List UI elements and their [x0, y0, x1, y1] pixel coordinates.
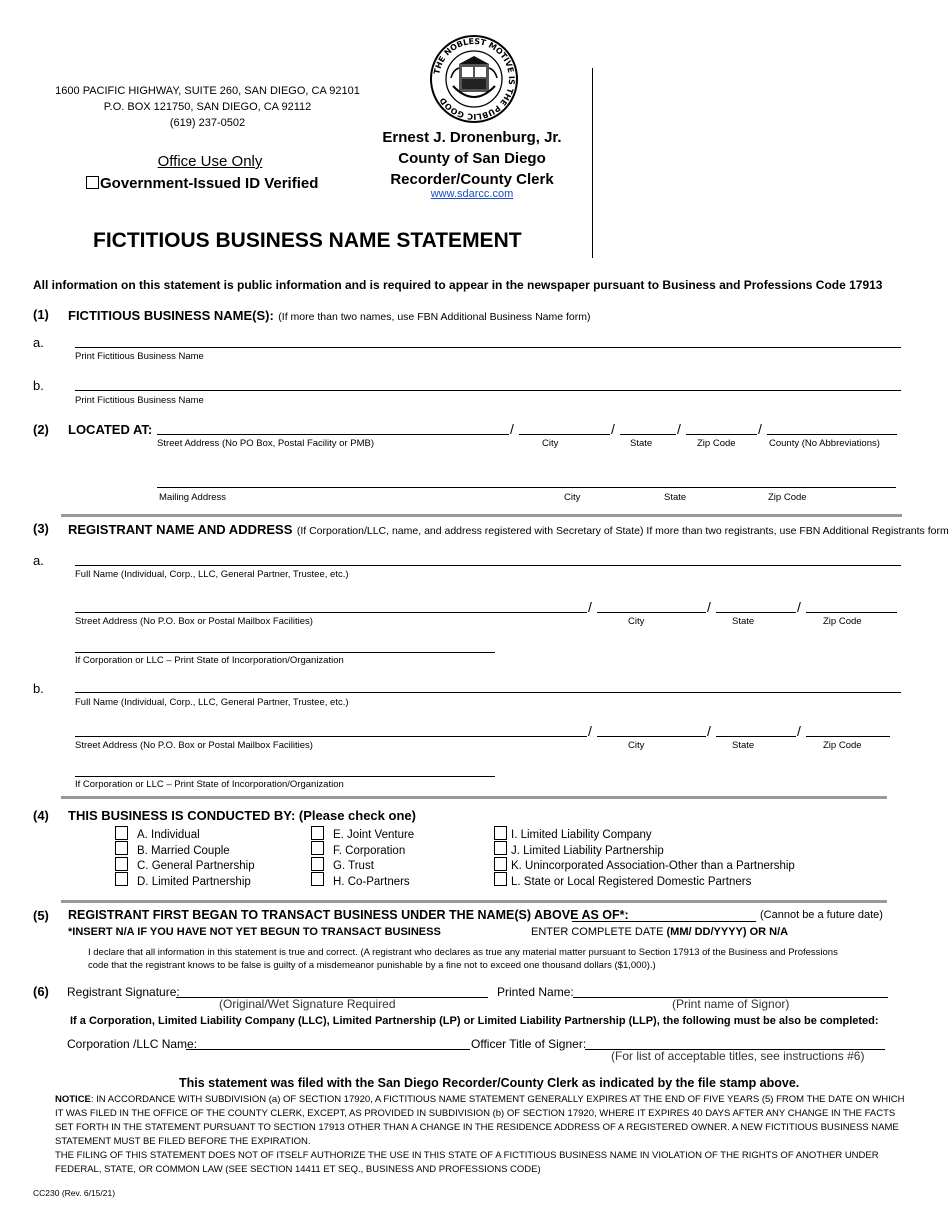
unincorporated-association-checkbox[interactable] — [494, 857, 507, 871]
business-name-b-caption: Print Fictitious Business Name — [75, 395, 204, 406]
located-zip-field[interactable] — [686, 434, 757, 435]
slash-separator: / — [588, 599, 592, 615]
registrant-a-state-caption: State — [732, 616, 755, 627]
limited-partnership-label: D. Limited Partnership — [137, 876, 251, 888]
registrant-b-corp-caption: If Corporation or LLC – Print State of Incorporation/Organization — [75, 779, 344, 790]
registrant-a-street-caption: Street Address (No P.O. Box or Postal Mailbox Facilities) — [75, 616, 313, 627]
section-1-item-b: b. — [33, 378, 44, 393]
clerk-name: Ernest J. Dronenburg, Jr. — [382, 129, 562, 146]
section-2-number: (2) — [33, 422, 49, 437]
section-divider — [61, 514, 902, 517]
co-partners-label: H. Co-Partners — [333, 876, 410, 888]
limited-partnership-checkbox[interactable] — [115, 872, 128, 886]
section-3-label: REGISTRANT NAME AND ADDRESS — [68, 522, 293, 537]
located-city-caption: City — [542, 438, 559, 449]
officer-title-label: Officer Title of Signer: — [471, 1037, 587, 1051]
slash-separator: / — [677, 421, 681, 437]
located-street-caption: Street Address (No PO Box, Postal Facility or PMB) — [157, 438, 374, 449]
date-format-note — [531, 926, 788, 938]
section-4-number: (4) — [33, 808, 49, 823]
registrant-b-name-caption: Full Name (Individual, Corp., LLC, General Partner, Trustee, etc.) — [75, 697, 349, 708]
filed-statement: This statement was filed with the San Diego Recorder/County Clerk as indicated by the file stamp above. — [179, 1076, 800, 1090]
section-6-number: (6) — [33, 984, 49, 999]
public-notice: All information on this statement is public information and is required to appear in the newspaper pursuant to Business and Professions Code 17913 — [33, 278, 883, 292]
located-state-field[interactable] — [620, 434, 676, 435]
registrant-a-name-caption: Full Name (Individual, Corp., LLC, General Partner, Trustee, etc.) — [75, 569, 349, 580]
registrant-b-name-field[interactable] — [75, 692, 901, 693]
mailing-zip-caption: Zip Code — [768, 492, 807, 503]
printed-name-note: (Print name of Signor) — [672, 997, 790, 1011]
section-5-label: REGISTRANT FIRST BEGAN TO TRANSACT BUSINESS UNDER THE NAME(S) ABOVE AS OF*: — [68, 908, 629, 922]
county-name: County of San Diego — [398, 150, 546, 167]
section-1-label: FICTITIOUS BUSINESS NAME(S): — [68, 308, 274, 323]
office-use-only: Office Use Only — [157, 153, 263, 170]
registrant-a-city-caption: City — [628, 616, 645, 627]
slash-separator: / — [707, 599, 711, 615]
llc-checkbox[interactable] — [494, 826, 507, 840]
llp-label: J. Limited Liability Partnership — [511, 845, 664, 857]
registrant-a-name-field[interactable] — [75, 565, 901, 566]
future-date-note: (Cannot be a future date) — [760, 909, 883, 921]
section-divider — [61, 796, 887, 799]
slash-separator: / — [510, 421, 514, 437]
section-4-label: THIS BUSINESS IS CONDUCTED BY: (Please check one) — [68, 808, 416, 823]
id-verified-label: Government-Issued ID Verified — [100, 175, 319, 192]
general-partnership-label: C. General Partnership — [137, 860, 255, 872]
printed-name-label: Printed Name: — [497, 985, 574, 999]
registrant-b-state-caption: State — [732, 740, 755, 751]
section-3-number: (3) — [33, 521, 49, 536]
address-line-2: P.O. BOX 121750, SAN DIEGO, CA 92112 — [103, 101, 312, 113]
located-street-field[interactable] — [157, 434, 509, 435]
slash-separator: / — [797, 723, 801, 739]
insert-na-note: *INSERT N/A IF YOU HAVE NOT YET BEGUN TO TRANSACT BUSINESS — [68, 926, 441, 938]
notice-text: : IN ACCORDANCE WITH SUBDIVISION (a) OF SECTION 17920, A FICTITIOUS NAME STATEMENT GENERALLY EXPIRES AT THE END OF FIVE YEARS (5) FROM THE DATE ON WHICH IT WAS FILED IN THE OFFICE OF THE COUNTY CLERK, EXCEPT, AS PROVIDED IN SUBDIVISION (b) OF SECTION 17920, WHERE IT EXPIRES 40 DAYS AFTER ANY CHANGE IN THE FACTS SET FORTH IN THE STATEMENT PURSUANT TO SECTION 17913 OTHER THAN A CHANGE IN THE RESIDENCE ADDRESS OF A REGISTERED OWNER. A NEW FICTITIOUS BUSINESS NAME STATEMENT MUST BE FILED BEFORE THE EXPIRATION. — [55, 1094, 905, 1147]
registrant-a-corp-caption: If Corporation or LLC – Print State of Incorporation/Organization — [75, 655, 344, 666]
registrant-b-zip-field[interactable] — [806, 736, 890, 737]
date-format-label: (MM/ DD/YYYY) OR N/A — [666, 926, 789, 938]
county-seal-logo — [429, 34, 519, 124]
unincorporated-association-label: K. Unincorporated Association-Other than a Partnership — [511, 860, 795, 872]
registrant-a-zip-field[interactable] — [806, 612, 897, 613]
filing-disclaimer: THE FILING OF THIS STATEMENT DOES NOT OF ITSELF AUTHORIZE THE USE IN THIS STATE OF A FICTITIOUS BUSINESS NAME IN VIOLATION OF THE RIGHTS OF ANOTHER UNDER FEDERAL, STATE, OR COMMON LAW (SEE SECTION 14411 ET SEQ., BUSINESS AND PROFESSIONS CODE) — [55, 1150, 879, 1175]
office-name: Recorder/County Clerk — [390, 171, 554, 188]
clerk-block — [362, 127, 582, 190]
section-3-item-b: b. — [33, 681, 44, 696]
registrant-b-state-field[interactable] — [716, 736, 796, 737]
notice-label: NOTICE — [55, 1094, 91, 1105]
section-1-item-a: a. — [33, 335, 44, 350]
individual-checkbox[interactable] — [115, 826, 128, 840]
enter-date-label: ENTER COMPLETE DATE — [531, 926, 664, 938]
registrant-b-city-caption: City — [628, 740, 645, 751]
section-1-heading — [68, 307, 591, 325]
business-name-a-caption: Print Fictitious Business Name — [75, 351, 204, 362]
mailing-state-caption: State — [664, 492, 687, 503]
registrant-b-zip-caption: Zip Code — [823, 740, 862, 751]
signature-label: Registrant Signature: — [67, 985, 180, 999]
corp-llc-name-field[interactable] — [186, 1049, 470, 1050]
registrant-b-city-field[interactable] — [597, 736, 706, 737]
registrant-b-street-field[interactable] — [75, 736, 587, 737]
start-date-field[interactable] — [572, 921, 756, 922]
signature-note: (Original/Wet Signature Required — [219, 997, 396, 1011]
registrant-b-corp-state-field[interactable] — [75, 776, 495, 777]
page-title: FICTITIOUS BUSINESS NAME STATEMENT — [93, 229, 522, 252]
located-county-caption: County (No Abbreviations) — [769, 438, 880, 449]
slash-separator: / — [588, 723, 592, 739]
domestic-partners-label: L. State or Local Registered Domestic Partners — [511, 876, 752, 888]
slash-separator: / — [797, 599, 801, 615]
id-verified-checkbox[interactable] — [86, 176, 99, 189]
office-address — [40, 83, 375, 131]
located-city-field[interactable] — [519, 434, 610, 435]
general-partnership-checkbox[interactable] — [115, 857, 128, 871]
joint-venture-label: E. Joint Venture — [333, 829, 415, 841]
mailing-city-caption: City — [564, 492, 581, 503]
corporation-label: F. Corporation — [333, 845, 406, 857]
registrant-a-street-field[interactable] — [75, 612, 587, 613]
llp-checkbox[interactable] — [494, 841, 507, 855]
id-verified-row[interactable] — [86, 175, 318, 192]
svg-text:THE NOBLEST MOTIVE IS THE PUBL: THE NOBLEST MOTIVE IS THE PUBLIC GOOD — [432, 36, 517, 122]
section-3-item-a: a. — [33, 553, 44, 568]
slash-separator: / — [707, 723, 711, 739]
trust-checkbox[interactable] — [311, 857, 324, 871]
phone-number: (619) 237-0502 — [169, 117, 246, 129]
registrant-a-city-field[interactable] — [597, 612, 706, 613]
slash-separator: / — [758, 421, 762, 437]
located-zip-caption: Zip Code — [697, 438, 736, 449]
section-1-note: (If more than two names, use FBN Additional Business Name form) — [278, 311, 591, 323]
section-3-heading — [68, 521, 949, 539]
llc-label: I. Limited Liability Company — [511, 829, 652, 841]
section-5-number: (5) — [33, 908, 49, 923]
married-couple-checkbox[interactable] — [115, 841, 128, 855]
registrant-a-state-field[interactable] — [716, 612, 796, 613]
joint-venture-checkbox[interactable] — [311, 826, 324, 840]
slash-separator: / — [611, 421, 615, 437]
co-partners-checkbox[interactable] — [311, 872, 324, 886]
mailing-address-caption: Mailing Address — [159, 492, 227, 503]
section-divider — [61, 900, 887, 903]
individual-label: A. Individual — [137, 829, 200, 841]
address-line-1: 1600 PACIFIC HIGHWAY, SUITE 260, SAN DIEGO, CA 92101 — [55, 85, 360, 97]
business-name-a-field[interactable] — [75, 347, 901, 348]
expiration-notice — [55, 1093, 905, 1149]
domestic-partners-checkbox[interactable] — [494, 872, 507, 886]
section-3-note: (If Corporation/LLC, name, and address registered with Secretary of State) If more than two registrants, use FBN Additional Registrants form — [296, 525, 949, 537]
corporation-checkbox[interactable] — [311, 841, 324, 855]
form-id: CC230 (Rev. 6/15/21) — [33, 1188, 116, 1198]
business-name-b-field[interactable] — [75, 390, 901, 391]
married-couple-label: B. Married Couple — [137, 845, 230, 857]
officer-title-note: (For list of acceptable titles, see instructions #6) — [611, 1049, 865, 1063]
registrant-b-street-caption: Street Address (No P.O. Box or Postal Mailbox Facilities) — [75, 740, 313, 751]
corp-llc-name-label: Corporation /LLC Name: — [67, 1037, 198, 1051]
mailing-address-field[interactable] — [157, 487, 896, 488]
registrant-a-corp-state-field[interactable] — [75, 652, 495, 653]
declaration-text: I declare that all information in this statement is true and correct. (A registrant who declares as true any material matter pursuant to Section 17913 of the Business and Professions code that the registrant knows to be false is guilty of a misdemeanor punishable by a fine not to exceed one thousand dollars ($1,000).) — [88, 947, 838, 971]
corporation-instruction: If a Corporation, Limited Liability Company (LLC), Limited Partnership (LP) or Limited Liability Partnership (LLP), the following must be also be completed: — [70, 1015, 879, 1027]
website-link[interactable]: www.sdarcc.com — [430, 188, 514, 200]
trust-label: G. Trust — [333, 860, 374, 872]
header-divider — [592, 68, 593, 258]
located-county-field[interactable] — [767, 434, 897, 435]
section-1-number: (1) — [33, 307, 49, 322]
located-at-label: LOCATED AT: — [68, 422, 153, 437]
located-state-caption: State — [630, 438, 653, 449]
registrant-a-zip-caption: Zip Code — [823, 616, 862, 627]
